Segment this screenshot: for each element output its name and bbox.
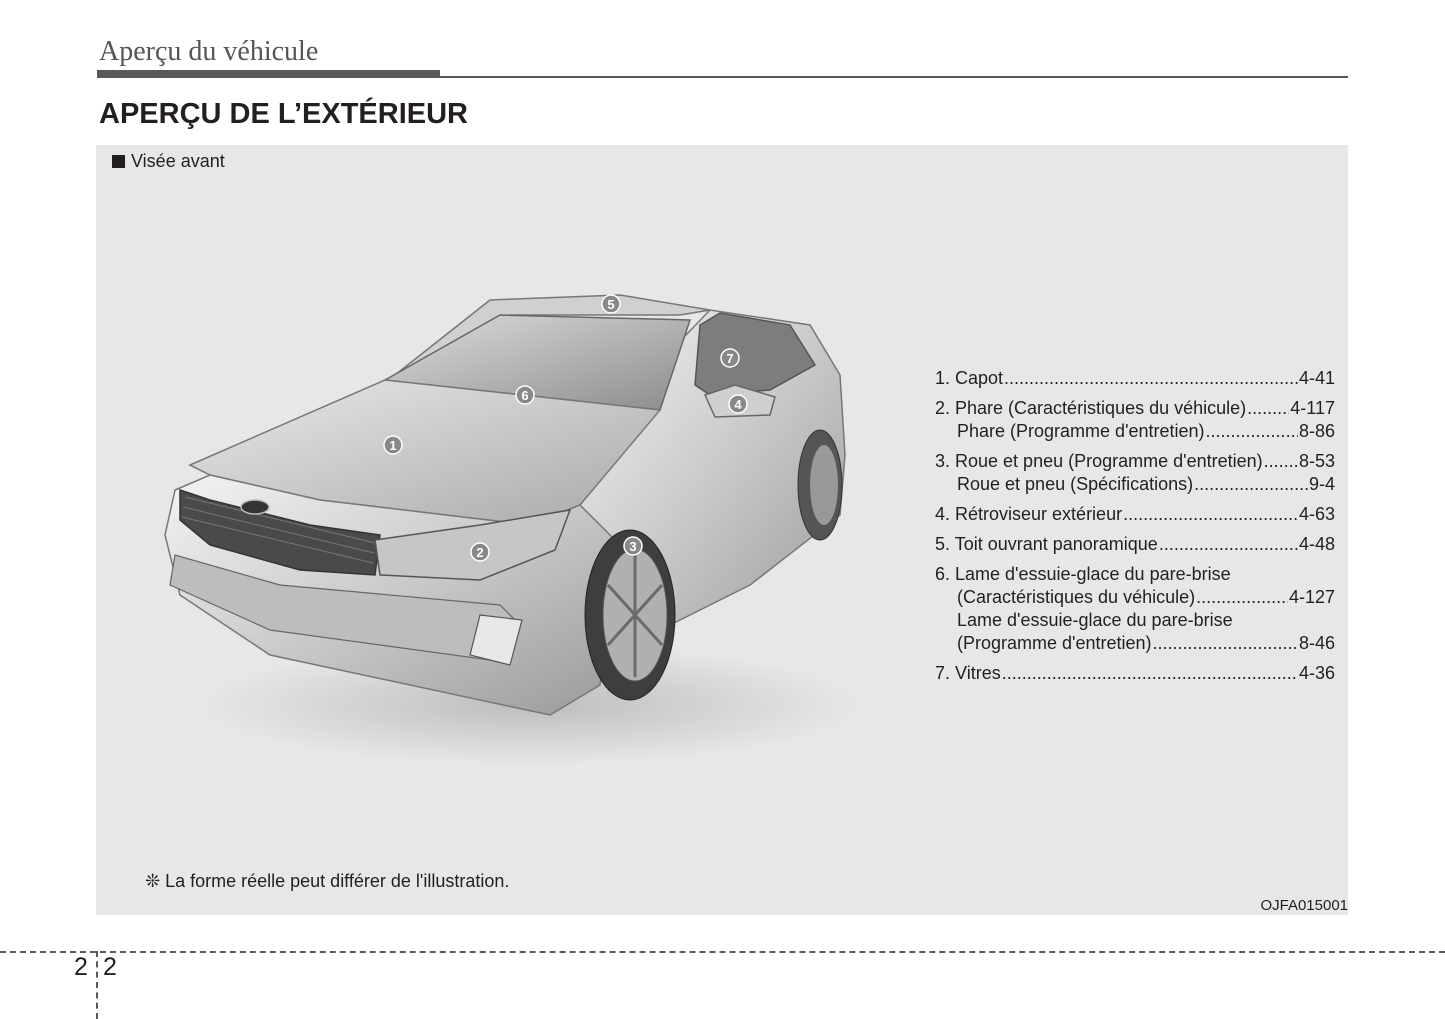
legend-entry-3	[935, 450, 1335, 496]
square-bullet-icon	[112, 155, 125, 168]
view-label-text: Visée avant	[131, 151, 225, 171]
legend-entry-6	[935, 563, 1335, 655]
legend-entry-5	[935, 533, 1335, 556]
header-rule-thick	[97, 70, 440, 78]
figure-note: ❊ La forme réelle peut différer de l'illustration.	[145, 871, 510, 891]
footer-dashed-divider	[96, 951, 98, 1019]
section-title: Aperçu du véhicule	[99, 36, 319, 67]
legend-line: 7. Vitres ..... 4-36	[935, 662, 1335, 685]
legend-line: Lame d'essuie-glace du pare-brise	[957, 610, 1233, 630]
callout-4	[729, 395, 747, 413]
legend-line: 6. Lame d'essuie-glace du pare-brise	[935, 564, 1231, 584]
chapter-number: 2	[74, 953, 88, 981]
car-illustration	[150, 285, 870, 775]
legend-entry-7	[935, 662, 1335, 685]
callout-7	[721, 349, 739, 367]
legend-entry-1	[935, 367, 1335, 390]
callout-5	[602, 295, 620, 313]
svg-text:4: 4	[734, 397, 742, 412]
legend-entry-2	[935, 397, 1335, 443]
figure-code: OJFA015001	[1260, 897, 1348, 914]
legend-line: (Programme d'entretien) ..... 8-46	[935, 632, 1335, 655]
legend-line: 2. Phare (Caractéristiques du véhicule) ..... 4-117	[935, 397, 1335, 420]
callout-2	[471, 543, 489, 561]
view-label	[112, 151, 225, 172]
callout-6	[516, 386, 534, 404]
page-number: 2	[103, 953, 117, 981]
svg-text:6: 6	[521, 388, 529, 403]
callout-1	[384, 436, 402, 454]
callout-3	[624, 537, 642, 555]
svg-text:3: 3	[629, 539, 637, 554]
legend-line: (Caractéristiques du véhicule) ..... 4-127	[935, 586, 1335, 609]
svg-text:2: 2	[476, 545, 484, 560]
legend-line: 5. Toit ouvrant panoramique ..... 4-48	[935, 533, 1335, 556]
legend-line: 1. Capot ..... 4-41	[935, 367, 1335, 390]
svg-text:7: 7	[726, 351, 734, 366]
footer-dashed-rule	[0, 951, 1445, 953]
legend-line: 4. Rétroviseur extérieur ..... 4-63	[935, 503, 1335, 526]
logo-emblem	[241, 500, 269, 514]
header-rule-thin	[440, 76, 1348, 78]
legend-line: Roue et pneu (Spécifications) ..... 9-4	[935, 473, 1335, 496]
legend-entry-4	[935, 503, 1335, 526]
car-drawing	[150, 285, 870, 775]
legend-line: Phare (Programme d'entretien) ..... 8-86	[935, 420, 1335, 443]
legend-line: 3. Roue et pneu (Programme d'entretien) ..... 8-53	[935, 450, 1335, 473]
svg-text:5: 5	[607, 297, 615, 312]
page-heading: APERÇU DE L’EXTÉRIEUR	[99, 98, 468, 130]
legend-list	[935, 367, 1335, 692]
svg-text:1: 1	[389, 438, 397, 453]
